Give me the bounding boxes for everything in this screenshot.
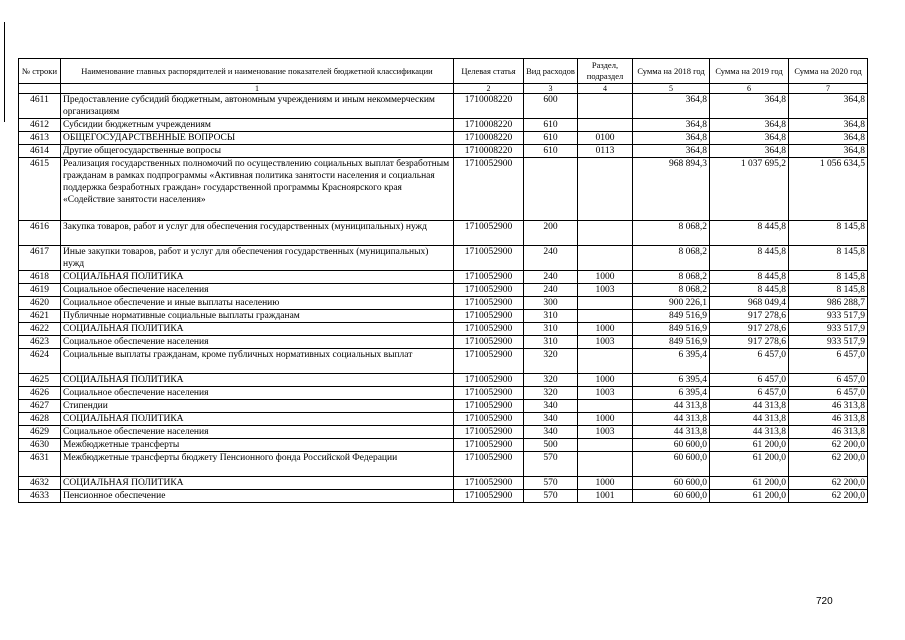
row-target-article: 1710052900 (454, 413, 524, 426)
row-sum-2020: 933 517,9 (789, 323, 868, 336)
row-expense-type: 600 (524, 94, 578, 119)
row-sum-2020: 62 200,0 (789, 477, 868, 490)
row-target-article: 1710052900 (454, 452, 524, 477)
row-name: Межбюджетные трансферты (61, 439, 454, 452)
row-section: 1003 (578, 284, 633, 297)
table-row (19, 246, 868, 271)
row-expense-type: 320 (524, 387, 578, 400)
table-row (19, 452, 868, 477)
row-name: СОЦИАЛЬНАЯ ПОЛИТИКА (61, 271, 454, 284)
table-row (19, 221, 868, 246)
row-section (578, 452, 633, 477)
row-sum-2018: 44 313,8 (633, 426, 710, 439)
row-sum-2020: 933 517,9 (789, 336, 868, 349)
row-sum-2018: 6 395,4 (633, 387, 710, 400)
row-target-article: 1710008220 (454, 119, 524, 132)
row-sum-2020: 933 517,9 (789, 310, 868, 323)
row-sum-2018: 6 395,4 (633, 374, 710, 387)
row-target-article: 1710008220 (454, 145, 524, 158)
row-target-article: 1710008220 (454, 94, 524, 119)
row-target-article: 1710052900 (454, 158, 524, 221)
row-expense-type: 610 (524, 132, 578, 145)
row-sum-2019: 917 278,6 (710, 336, 789, 349)
row-number: 4619 (19, 284, 61, 297)
row-sum-2020: 62 200,0 (789, 452, 868, 477)
header-target: Целевая статья (454, 59, 524, 84)
column-number-row (19, 84, 868, 94)
row-target-article: 1710052900 (454, 246, 524, 271)
row-name: Социальное обеспечение населения (61, 284, 454, 297)
table-row (19, 310, 868, 323)
table-row (19, 94, 868, 119)
row-sum-2018: 364,8 (633, 94, 710, 119)
row-number: 4623 (19, 336, 61, 349)
table-row (19, 145, 868, 158)
table-row (19, 323, 868, 336)
row-expense-type: 340 (524, 400, 578, 413)
row-number: 4617 (19, 246, 61, 271)
page-number: 720 (816, 596, 833, 607)
row-expense-type: 320 (524, 349, 578, 374)
row-expense-type: 570 (524, 490, 578, 503)
table-row (19, 132, 868, 145)
row-target-article: 1710052900 (454, 374, 524, 387)
row-sum-2020: 46 313,8 (789, 400, 868, 413)
row-name: Субсидии бюджетным учреждениям (61, 119, 454, 132)
row-sum-2019: 44 313,8 (710, 426, 789, 439)
row-name: Реализация государственных полномочий по осуществлению социальных выплат безработным гражданам в рамках подпрограммы «Активная политика занятости населения и социальная поддержка безработных граждан» государственной программы Красноярского края «Содействие занятости населения» (61, 158, 454, 221)
row-sum-2018: 60 600,0 (633, 490, 710, 503)
column-number: 1 (61, 84, 454, 94)
row-name: Социальные выплаты гражданам, кроме публичных нормативных социальных выплат (61, 349, 454, 374)
row-section: 1000 (578, 374, 633, 387)
row-name: Закупка товаров, работ и услуг для обеспечения государственных (муниципальных) нужд (61, 221, 454, 246)
row-sum-2019: 6 457,0 (710, 349, 789, 374)
row-target-article: 1710052900 (454, 400, 524, 413)
row-sum-2018: 968 894,3 (633, 158, 710, 221)
row-sum-2019: 44 313,8 (710, 400, 789, 413)
row-expense-type: 570 (524, 452, 578, 477)
table-row (19, 413, 868, 426)
row-section: 1000 (578, 413, 633, 426)
table-row (19, 387, 868, 400)
column-number: 5 (633, 84, 710, 94)
row-sum-2018: 60 600,0 (633, 452, 710, 477)
row-sum-2019: 364,8 (710, 119, 789, 132)
row-section: 1003 (578, 426, 633, 439)
row-number: 4632 (19, 477, 61, 490)
row-sum-2019: 61 200,0 (710, 477, 789, 490)
row-name: Социальное обеспечение населения (61, 387, 454, 400)
row-number: 4626 (19, 387, 61, 400)
table-row (19, 336, 868, 349)
row-sum-2019: 8 445,8 (710, 271, 789, 284)
row-expense-type: 310 (524, 323, 578, 336)
row-sum-2020: 46 313,8 (789, 426, 868, 439)
header-num: № строки (19, 59, 61, 84)
row-section: 1001 (578, 490, 633, 503)
table-row (19, 374, 868, 387)
row-sum-2018: 364,8 (633, 145, 710, 158)
row-sum-2020: 364,8 (789, 94, 868, 119)
table-row (19, 426, 868, 439)
row-section (578, 349, 633, 374)
row-sum-2020: 6 457,0 (789, 387, 868, 400)
row-section (578, 439, 633, 452)
header-type: Вид расходов (524, 59, 578, 84)
header-name: Наименование главных распорядителей и наименование показателей бюджетной классификации (61, 59, 454, 84)
row-sum-2020: 6 457,0 (789, 374, 868, 387)
row-name: Иные закупки товаров, работ и услуг для обеспечения государственных (муниципальных) нужд (61, 246, 454, 271)
row-section (578, 94, 633, 119)
row-number: 4631 (19, 452, 61, 477)
row-target-article: 1710052900 (454, 297, 524, 310)
row-number: 4621 (19, 310, 61, 323)
row-expense-type: 240 (524, 284, 578, 297)
row-target-article: 1710052900 (454, 271, 524, 284)
row-target-article: 1710052900 (454, 323, 524, 336)
row-name: Другие общегосударственные вопросы (61, 145, 454, 158)
row-sum-2019: 6 457,0 (710, 374, 789, 387)
row-sum-2020: 364,8 (789, 132, 868, 145)
row-section (578, 246, 633, 271)
row-target-article: 1710052900 (454, 336, 524, 349)
row-expense-type: 310 (524, 310, 578, 323)
row-sum-2020: 8 145,8 (789, 271, 868, 284)
table-row (19, 271, 868, 284)
column-number: 2 (454, 84, 524, 94)
row-name: Социальное обеспечение населения (61, 336, 454, 349)
table-row (19, 297, 868, 310)
row-target-article: 1710052900 (454, 490, 524, 503)
table-row (19, 284, 868, 297)
row-expense-type: 310 (524, 336, 578, 349)
row-expense-type: 300 (524, 297, 578, 310)
row-target-article: 1710052900 (454, 439, 524, 452)
row-sum-2020: 364,8 (789, 145, 868, 158)
row-sum-2019: 61 200,0 (710, 452, 789, 477)
row-number: 4625 (19, 374, 61, 387)
row-sum-2020: 8 145,8 (789, 221, 868, 246)
row-number: 4622 (19, 323, 61, 336)
row-number: 4633 (19, 490, 61, 503)
row-expense-type (524, 158, 578, 221)
row-number: 4630 (19, 439, 61, 452)
row-expense-type: 200 (524, 221, 578, 246)
row-section: 1000 (578, 477, 633, 490)
row-section: 1003 (578, 336, 633, 349)
row-sum-2019: 8 445,8 (710, 221, 789, 246)
row-name: Межбюджетные трансферты бюджету Пенсионного фонда Российской Федерации (61, 452, 454, 477)
header-sum-2020: Сумма на 2020 год (789, 59, 868, 84)
row-name: СОЦИАЛЬНАЯ ПОЛИТИКА (61, 323, 454, 336)
row-number: 4615 (19, 158, 61, 221)
row-section (578, 158, 633, 221)
column-number: 7 (789, 84, 868, 94)
row-target-article: 1710052900 (454, 426, 524, 439)
row-sum-2019: 968 049,4 (710, 297, 789, 310)
row-sum-2020: 1 056 634,5 (789, 158, 868, 221)
row-section (578, 221, 633, 246)
row-sum-2020: 986 288,7 (789, 297, 868, 310)
row-expense-type: 610 (524, 145, 578, 158)
margin-line (4, 22, 5, 122)
row-target-article: 1710052900 (454, 284, 524, 297)
row-section: 1003 (578, 387, 633, 400)
row-sum-2019: 8 445,8 (710, 284, 789, 297)
row-name: Социальное обеспечение и иные выплаты населению (61, 297, 454, 310)
row-section (578, 297, 633, 310)
row-expense-type: 240 (524, 246, 578, 271)
table-row (19, 119, 868, 132)
row-name: ОБЩЕГОСУДАРСТВЕННЫЕ ВОПРОСЫ (61, 132, 454, 145)
row-expense-type: 240 (524, 271, 578, 284)
table-row (19, 158, 868, 221)
row-expense-type: 610 (524, 119, 578, 132)
row-sum-2018: 849 516,9 (633, 323, 710, 336)
column-number: 4 (578, 84, 633, 94)
row-sum-2020: 62 200,0 (789, 490, 868, 503)
table-row (19, 477, 868, 490)
row-sum-2018: 60 600,0 (633, 477, 710, 490)
row-section (578, 400, 633, 413)
column-number (19, 84, 61, 94)
row-number: 4629 (19, 426, 61, 439)
row-name: Стипендии (61, 400, 454, 413)
table-header-row (19, 59, 868, 84)
row-sum-2020: 8 145,8 (789, 246, 868, 271)
row-target-article: 1710052900 (454, 477, 524, 490)
table-row (19, 349, 868, 374)
row-section: 1000 (578, 271, 633, 284)
row-number: 4611 (19, 94, 61, 119)
table-row (19, 400, 868, 413)
row-section: 1000 (578, 323, 633, 336)
row-sum-2018: 6 395,4 (633, 349, 710, 374)
row-name: СОЦИАЛЬНАЯ ПОЛИТИКА (61, 477, 454, 490)
row-sum-2019: 917 278,6 (710, 310, 789, 323)
row-number: 4627 (19, 400, 61, 413)
header-section: Раздел, подраздел (578, 59, 633, 84)
row-sum-2019: 61 200,0 (710, 490, 789, 503)
row-sum-2018: 8 068,2 (633, 221, 710, 246)
row-sum-2019: 364,8 (710, 94, 789, 119)
row-number: 4618 (19, 271, 61, 284)
row-number: 4614 (19, 145, 61, 158)
row-target-article: 1710008220 (454, 132, 524, 145)
row-sum-2018: 849 516,9 (633, 336, 710, 349)
row-sum-2019: 1 037 695,2 (710, 158, 789, 221)
row-section (578, 310, 633, 323)
table-row (19, 439, 868, 452)
row-name: Предоставление субсидий бюджетным, автономным учреждениям и иным некоммерческим организациям (61, 94, 454, 119)
row-number: 4620 (19, 297, 61, 310)
column-number: 3 (524, 84, 578, 94)
row-section: 0113 (578, 145, 633, 158)
row-sum-2019: 44 313,8 (710, 413, 789, 426)
row-sum-2018: 60 600,0 (633, 439, 710, 452)
row-sum-2020: 364,8 (789, 119, 868, 132)
row-name: СОЦИАЛЬНАЯ ПОЛИТИКА (61, 374, 454, 387)
row-section: 0100 (578, 132, 633, 145)
row-name: СОЦИАЛЬНАЯ ПОЛИТИКА (61, 413, 454, 426)
row-sum-2018: 849 516,9 (633, 310, 710, 323)
column-number: 6 (710, 84, 789, 94)
row-sum-2018: 900 226,1 (633, 297, 710, 310)
row-expense-type: 340 (524, 426, 578, 439)
row-expense-type: 500 (524, 439, 578, 452)
row-number: 4616 (19, 221, 61, 246)
row-name: Социальное обеспечение населения (61, 426, 454, 439)
row-sum-2020: 62 200,0 (789, 439, 868, 452)
row-target-article: 1710052900 (454, 310, 524, 323)
row-expense-type: 570 (524, 477, 578, 490)
row-expense-type: 340 (524, 413, 578, 426)
row-sum-2019: 6 457,0 (710, 387, 789, 400)
row-target-article: 1710052900 (454, 349, 524, 374)
row-number: 4628 (19, 413, 61, 426)
row-sum-2019: 8 445,8 (710, 246, 789, 271)
row-name: Пенсионное обеспечение (61, 490, 454, 503)
row-sum-2018: 8 068,2 (633, 246, 710, 271)
row-target-article: 1710052900 (454, 221, 524, 246)
header-sum-2019: Сумма на 2019 год (710, 59, 789, 84)
row-expense-type: 320 (524, 374, 578, 387)
row-sum-2019: 917 278,6 (710, 323, 789, 336)
row-sum-2020: 46 313,8 (789, 413, 868, 426)
row-sum-2018: 44 313,8 (633, 400, 710, 413)
row-sum-2019: 364,8 (710, 132, 789, 145)
row-sum-2020: 6 457,0 (789, 349, 868, 374)
header-sum-2018: Сумма на 2018 год (633, 59, 710, 84)
row-number: 4613 (19, 132, 61, 145)
row-sum-2018: 8 068,2 (633, 284, 710, 297)
row-sum-2019: 61 200,0 (710, 439, 789, 452)
row-name: Публичные нормативные социальные выплаты гражданам (61, 310, 454, 323)
row-sum-2018: 364,8 (633, 119, 710, 132)
row-sum-2018: 364,8 (633, 132, 710, 145)
budget-table (18, 58, 868, 503)
table-row (19, 490, 868, 503)
row-number: 4624 (19, 349, 61, 374)
row-sum-2018: 8 068,2 (633, 271, 710, 284)
row-sum-2019: 364,8 (710, 145, 789, 158)
row-section (578, 119, 633, 132)
row-sum-2018: 44 313,8 (633, 413, 710, 426)
row-number: 4612 (19, 119, 61, 132)
row-sum-2020: 8 145,8 (789, 284, 868, 297)
row-target-article: 1710052900 (454, 387, 524, 400)
